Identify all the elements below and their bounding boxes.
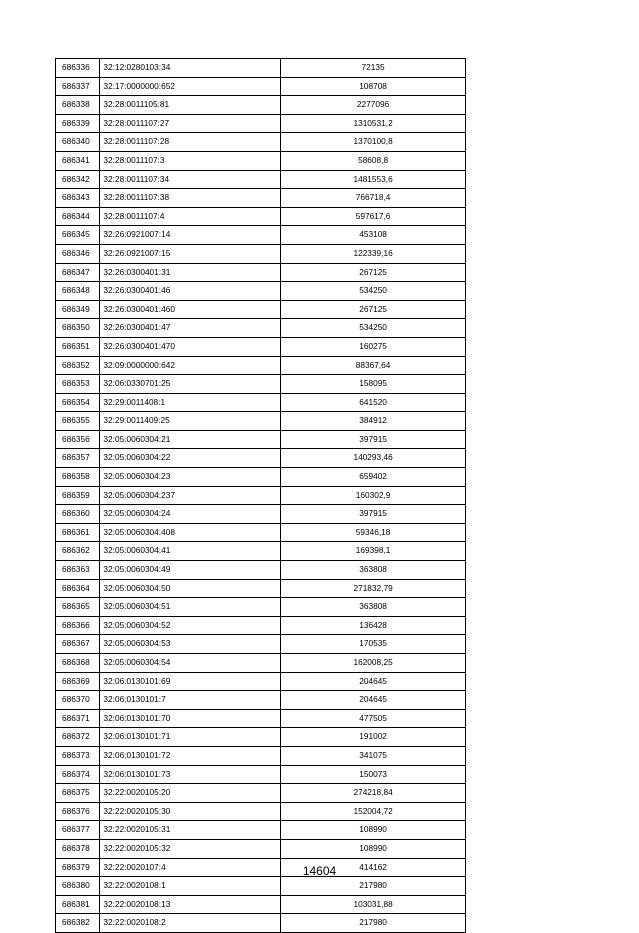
- row-number-cell: 686370: [56, 691, 100, 710]
- row-number-cell: 686380: [56, 877, 100, 896]
- value-cell: 108990: [281, 821, 466, 840]
- cadastral-number-cell: 32:06:0130101:70: [100, 709, 281, 728]
- table-row: [56, 356, 466, 375]
- value-cell: 1310531,2: [281, 114, 466, 133]
- table-row: [56, 468, 466, 487]
- cadastral-number-cell: 32:28:0011107:4: [100, 207, 281, 226]
- table-row: [56, 226, 466, 245]
- page-number: 14604: [302, 864, 337, 878]
- row-number-cell: 686346: [56, 244, 100, 263]
- table-row: [56, 784, 466, 803]
- value-cell: 72135: [281, 59, 466, 78]
- row-number-cell: 686375: [56, 784, 100, 803]
- table-row: [56, 914, 466, 933]
- cadastral-number-cell: 32:26:0921007:15: [100, 244, 281, 263]
- cadastral-number-cell: 32:28:0011107:34: [100, 170, 281, 189]
- table-row: [56, 616, 466, 635]
- value-cell: 1481553,6: [281, 170, 466, 189]
- cadastral-number-cell: 32:06:0130101:71: [100, 728, 281, 747]
- row-number-cell: 686349: [56, 300, 100, 319]
- cadastral-number-cell: 32:22:0020105:20: [100, 784, 281, 803]
- cadastral-number-cell: 32:05:0060304:52: [100, 616, 281, 635]
- cadastral-number-cell: 32:05:0060304:22: [100, 449, 281, 468]
- value-cell: 274218,84: [281, 784, 466, 803]
- value-cell: 1370100,8: [281, 133, 466, 152]
- cadastral-number-cell: 32:22:0020105:32: [100, 839, 281, 858]
- row-number-cell: 686366: [56, 616, 100, 635]
- row-number-cell: 686344: [56, 207, 100, 226]
- value-cell: 217980: [281, 877, 466, 896]
- value-cell: 108708: [281, 77, 466, 96]
- value-cell: 384912: [281, 412, 466, 431]
- value-cell: 108990: [281, 839, 466, 858]
- row-number-cell: 686362: [56, 542, 100, 561]
- row-number-cell: 686361: [56, 523, 100, 542]
- table-row: [56, 300, 466, 319]
- cadastral-number-cell: 32:22:0020108:2: [100, 914, 281, 933]
- cadastral-number-cell: 32:05:0060304:23: [100, 468, 281, 487]
- row-number-cell: 686372: [56, 728, 100, 747]
- cadastral-number-cell: 32:05:0060304:41: [100, 542, 281, 561]
- row-number-cell: 686348: [56, 282, 100, 301]
- cadastral-number-cell: 32:28:0011107:27: [100, 114, 281, 133]
- value-cell: 414162: [281, 858, 466, 877]
- value-cell: 150073: [281, 765, 466, 784]
- table-row: [56, 189, 466, 208]
- table-row: [56, 672, 466, 691]
- table-row: [56, 523, 466, 542]
- row-number-cell: 686357: [56, 449, 100, 468]
- table-row: [56, 114, 466, 133]
- cadastral-number-cell: 32:28:0011107:3: [100, 151, 281, 170]
- value-cell: 88367,64: [281, 356, 466, 375]
- row-number-cell: 686360: [56, 505, 100, 524]
- table-body: [56, 59, 466, 933]
- cadastral-number-cell: 32:06:0330701:25: [100, 375, 281, 394]
- table-row: [56, 746, 466, 765]
- row-number-cell: 686371: [56, 709, 100, 728]
- row-number-cell: 686363: [56, 561, 100, 580]
- row-number-cell: 686365: [56, 598, 100, 617]
- cadastral-number-cell: 32:05:0060304:24: [100, 505, 281, 524]
- row-number-cell: 686359: [56, 486, 100, 505]
- row-number-cell: 686340: [56, 133, 100, 152]
- cadastral-number-cell: 32:26:0921007:14: [100, 226, 281, 245]
- cadastral-number-cell: 32:26:0300401:46: [100, 282, 281, 301]
- row-number-cell: 686355: [56, 412, 100, 431]
- value-cell: 641520: [281, 393, 466, 412]
- cadastral-number-cell: 32:22:0020105:31: [100, 821, 281, 840]
- cadastral-number-cell: 32:05:0060304:51: [100, 598, 281, 617]
- table-row: [56, 654, 466, 673]
- row-number-cell: 686347: [56, 263, 100, 282]
- cadastral-number-cell: 32:29:0011409:25: [100, 412, 281, 431]
- table-row: [56, 207, 466, 226]
- row-number-cell: 686339: [56, 114, 100, 133]
- cadastral-number-cell: 32:05:0060304:21: [100, 430, 281, 449]
- value-cell: 191002: [281, 728, 466, 747]
- cadastral-number-cell: 32:22:0020107:4: [100, 858, 281, 877]
- cadastral-number-cell: 32:06:0130101:73: [100, 765, 281, 784]
- value-cell: 534250: [281, 282, 466, 301]
- cadastral-number-cell: 32:12:0280103:34: [100, 59, 281, 78]
- data-table: [55, 58, 466, 933]
- table-row: [56, 449, 466, 468]
- row-number-cell: 686377: [56, 821, 100, 840]
- value-cell: 341075: [281, 746, 466, 765]
- table-row: [56, 59, 466, 78]
- row-number-cell: 686343: [56, 189, 100, 208]
- cadastral-number-cell: 32:06:0130101:72: [100, 746, 281, 765]
- row-number-cell: 686345: [56, 226, 100, 245]
- cadastral-number-cell: 32:06:0130101:69: [100, 672, 281, 691]
- row-number-cell: 686358: [56, 468, 100, 487]
- row-number-cell: 686378: [56, 839, 100, 858]
- table-row: [56, 635, 466, 654]
- value-cell: 160302,9: [281, 486, 466, 505]
- row-number-cell: 686356: [56, 430, 100, 449]
- value-cell: 204645: [281, 691, 466, 710]
- value-cell: 2277096: [281, 96, 466, 115]
- value-cell: 122339,16: [281, 244, 466, 263]
- table-row: [56, 170, 466, 189]
- cadastral-number-cell: 32:22:0020108:13: [100, 895, 281, 914]
- table-row: [56, 877, 466, 896]
- row-number-cell: 686381: [56, 895, 100, 914]
- cadastral-number-cell: 32:05:0060304:237: [100, 486, 281, 505]
- cadastral-number-cell: 32:05:0060304:49: [100, 561, 281, 580]
- value-cell: 140293,46: [281, 449, 466, 468]
- value-cell: 169398,1: [281, 542, 466, 561]
- row-number-cell: 686341: [56, 151, 100, 170]
- table-row: [56, 133, 466, 152]
- cadastral-number-cell: 32:26:0300401:460: [100, 300, 281, 319]
- value-cell: 534250: [281, 319, 466, 338]
- table-row: [56, 709, 466, 728]
- table-row: [56, 77, 466, 96]
- value-cell: 170535: [281, 635, 466, 654]
- value-cell: 397915: [281, 505, 466, 524]
- cadastral-number-cell: 32:26:0300401:470: [100, 337, 281, 356]
- table-row: [56, 505, 466, 524]
- table-row: [56, 802, 466, 821]
- value-cell: 453108: [281, 226, 466, 245]
- table-row: [56, 337, 466, 356]
- row-number-cell: 686337: [56, 77, 100, 96]
- value-cell: 136428: [281, 616, 466, 635]
- table-row: [56, 263, 466, 282]
- row-number-cell: 686353: [56, 375, 100, 394]
- cadastral-number-cell: 32:29:0011408:1: [100, 393, 281, 412]
- row-number-cell: 686350: [56, 319, 100, 338]
- value-cell: 217980: [281, 914, 466, 933]
- table-row: [56, 486, 466, 505]
- table-row: [56, 96, 466, 115]
- table-row: [56, 598, 466, 617]
- table-row: [56, 765, 466, 784]
- value-cell: 363808: [281, 598, 466, 617]
- value-cell: 160275: [281, 337, 466, 356]
- cadastral-number-cell: 32:26:0300401:47: [100, 319, 281, 338]
- table-row: [56, 728, 466, 747]
- table-row: [56, 244, 466, 263]
- value-cell: 158095: [281, 375, 466, 394]
- value-cell: 267125: [281, 300, 466, 319]
- table-row: [56, 561, 466, 580]
- cadastral-number-cell: 32:28:0011107:38: [100, 189, 281, 208]
- row-number-cell: 686351: [56, 337, 100, 356]
- row-number-cell: 686336: [56, 59, 100, 78]
- table-row: [56, 151, 466, 170]
- value-cell: 766718,4: [281, 189, 466, 208]
- value-cell: 152004,72: [281, 802, 466, 821]
- row-number-cell: 686374: [56, 765, 100, 784]
- cadastral-number-cell: 32:22:0020105:30: [100, 802, 281, 821]
- table-row: [56, 691, 466, 710]
- cadastral-number-cell: 32:05:0060304:54: [100, 654, 281, 673]
- value-cell: 363808: [281, 561, 466, 580]
- table-row: [56, 282, 466, 301]
- row-number-cell: 686352: [56, 356, 100, 375]
- cadastral-number-cell: 32:05:0060304:53: [100, 635, 281, 654]
- value-cell: 271832,79: [281, 579, 466, 598]
- table-row: [56, 430, 466, 449]
- cadastral-number-cell: 32:05:0060304:50: [100, 579, 281, 598]
- value-cell: 162008,25: [281, 654, 466, 673]
- row-number-cell: 686376: [56, 802, 100, 821]
- row-number-cell: 686354: [56, 393, 100, 412]
- table-row: [56, 542, 466, 561]
- value-cell: 103031,88: [281, 895, 466, 914]
- table-row: [56, 393, 466, 412]
- row-number-cell: 686382: [56, 914, 100, 933]
- row-number-cell: 686368: [56, 654, 100, 673]
- row-number-cell: 686369: [56, 672, 100, 691]
- value-cell: 597617,6: [281, 207, 466, 226]
- row-number-cell: 686364: [56, 579, 100, 598]
- table-row: [56, 839, 466, 858]
- value-cell: 397915: [281, 430, 466, 449]
- value-cell: 267125: [281, 263, 466, 282]
- cadastral-number-cell: 32:17:0000000:652: [100, 77, 281, 96]
- cadastral-number-cell: 32:26:0300401:31: [100, 263, 281, 282]
- table-row: [56, 375, 466, 394]
- row-number-cell: 686379: [56, 858, 100, 877]
- cadastral-number-cell: 32:22:0020108:1: [100, 877, 281, 896]
- table-row: [56, 579, 466, 598]
- cadastral-number-cell: 32:09:0000000:642: [100, 356, 281, 375]
- value-cell: 477505: [281, 709, 466, 728]
- row-number-cell: 686367: [56, 635, 100, 654]
- value-cell: 659402: [281, 468, 466, 487]
- row-number-cell: 686373: [56, 746, 100, 765]
- cadastral-number-cell: 32:05:0060304:408: [100, 523, 281, 542]
- cadastral-number-cell: 32:28:0011107:28: [100, 133, 281, 152]
- row-number-cell: 686338: [56, 96, 100, 115]
- table-row: [56, 319, 466, 338]
- table-row: [56, 412, 466, 431]
- value-cell: 204645: [281, 672, 466, 691]
- cadastral-number-cell: 32:06:0130101:7: [100, 691, 281, 710]
- row-number-cell: 686342: [56, 170, 100, 189]
- value-cell: 59346,18: [281, 523, 466, 542]
- table-row: [56, 821, 466, 840]
- cadastral-number-cell: 32:28:0011105:81: [100, 96, 281, 115]
- value-cell: 58608,8: [281, 151, 466, 170]
